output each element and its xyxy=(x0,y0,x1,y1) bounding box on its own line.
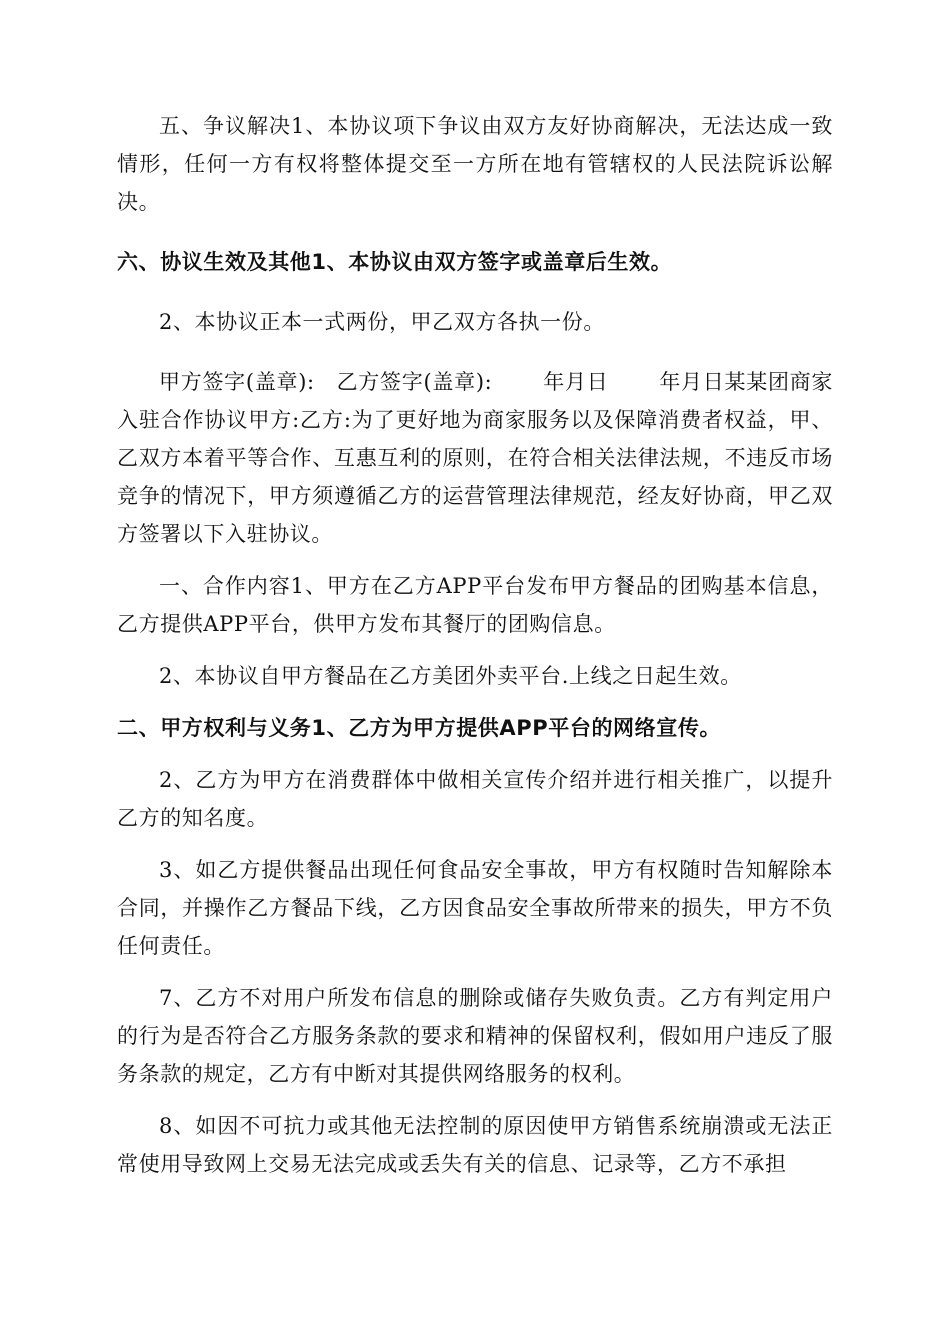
paragraph-copies: 2、本协议正本一式两份，甲乙双方各执一份。 xyxy=(159,310,605,334)
paragraph-food-safety: 3、如乙方提供餐品出现任何食品安全事故，甲方有权随时告知解除本合同，并操作乙方餐品下线，乙方因食品安全事故所带来的损失，甲方不负任何责任。 xyxy=(117,858,833,958)
paragraph-signatures-and-preamble: 甲方签字(盖章): 乙方签字(盖章): 年月日 年月日某某团商家入驻合作协议甲方:乙方:为了更好地为商家服务以及保障消费者权益，甲、乙双方本着平等合作、互惠互利的原则，在符合相关法律法规，不违反市场竞争的情况下，甲方须遵循乙方的运营管理法律规范，经友好协商，甲乙双方签署以下入驻协议。 xyxy=(117,370,833,546)
paragraph-promotion: 2、乙方为甲方在消费群体中做相关宣传介绍并进行相关推广，以提升乙方的知名度。 xyxy=(117,768,833,830)
paragraph-cooperation-content: 一、合作内容1、甲方在乙方APP平台发布甲方餐品的团购基本信息，乙方提供APP平台，供甲方发布其餐厅的团购信息。 xyxy=(117,574,833,636)
document-page xyxy=(117,107,833,1183)
heading-effectiveness: 六、协议生效及其他1、本协议由双方签字或盖章后生效。 xyxy=(117,250,673,274)
paragraph-user-information: 7、乙方不对用户所发布信息的删除或储存失败负责。乙方有判定用户的行为是否符合乙方服务条款的要求和精神的保留权利，假如用户违反了服务条款的规定，乙方有中断对其提供网络服务的权利。 xyxy=(117,986,833,1086)
heading-party-a-rights: 二、甲方权利与义务1、乙方为甲方提供APP平台的网络宣传。 xyxy=(117,716,722,740)
paragraph-effective-date: 2、本协议自甲方餐品在乙方美团外卖平台.上线之日起生效。 xyxy=(159,664,742,688)
paragraph-dispute-resolution: 五、争议解决1、本协议项下争议由双方友好协商解决，无法达成一致情形，任何一方有权将整体提交至一方所在地有管辖权的人民法院诉讼解决。 xyxy=(117,114,833,214)
paragraph-force-majeure: 8、如因不可抗力或其他无法控制的原因使甲方销售系统崩溃或无法正常使用导致网上交易无法完成或丢失有关的信息、记录等，乙方不承担 xyxy=(117,1114,833,1176)
